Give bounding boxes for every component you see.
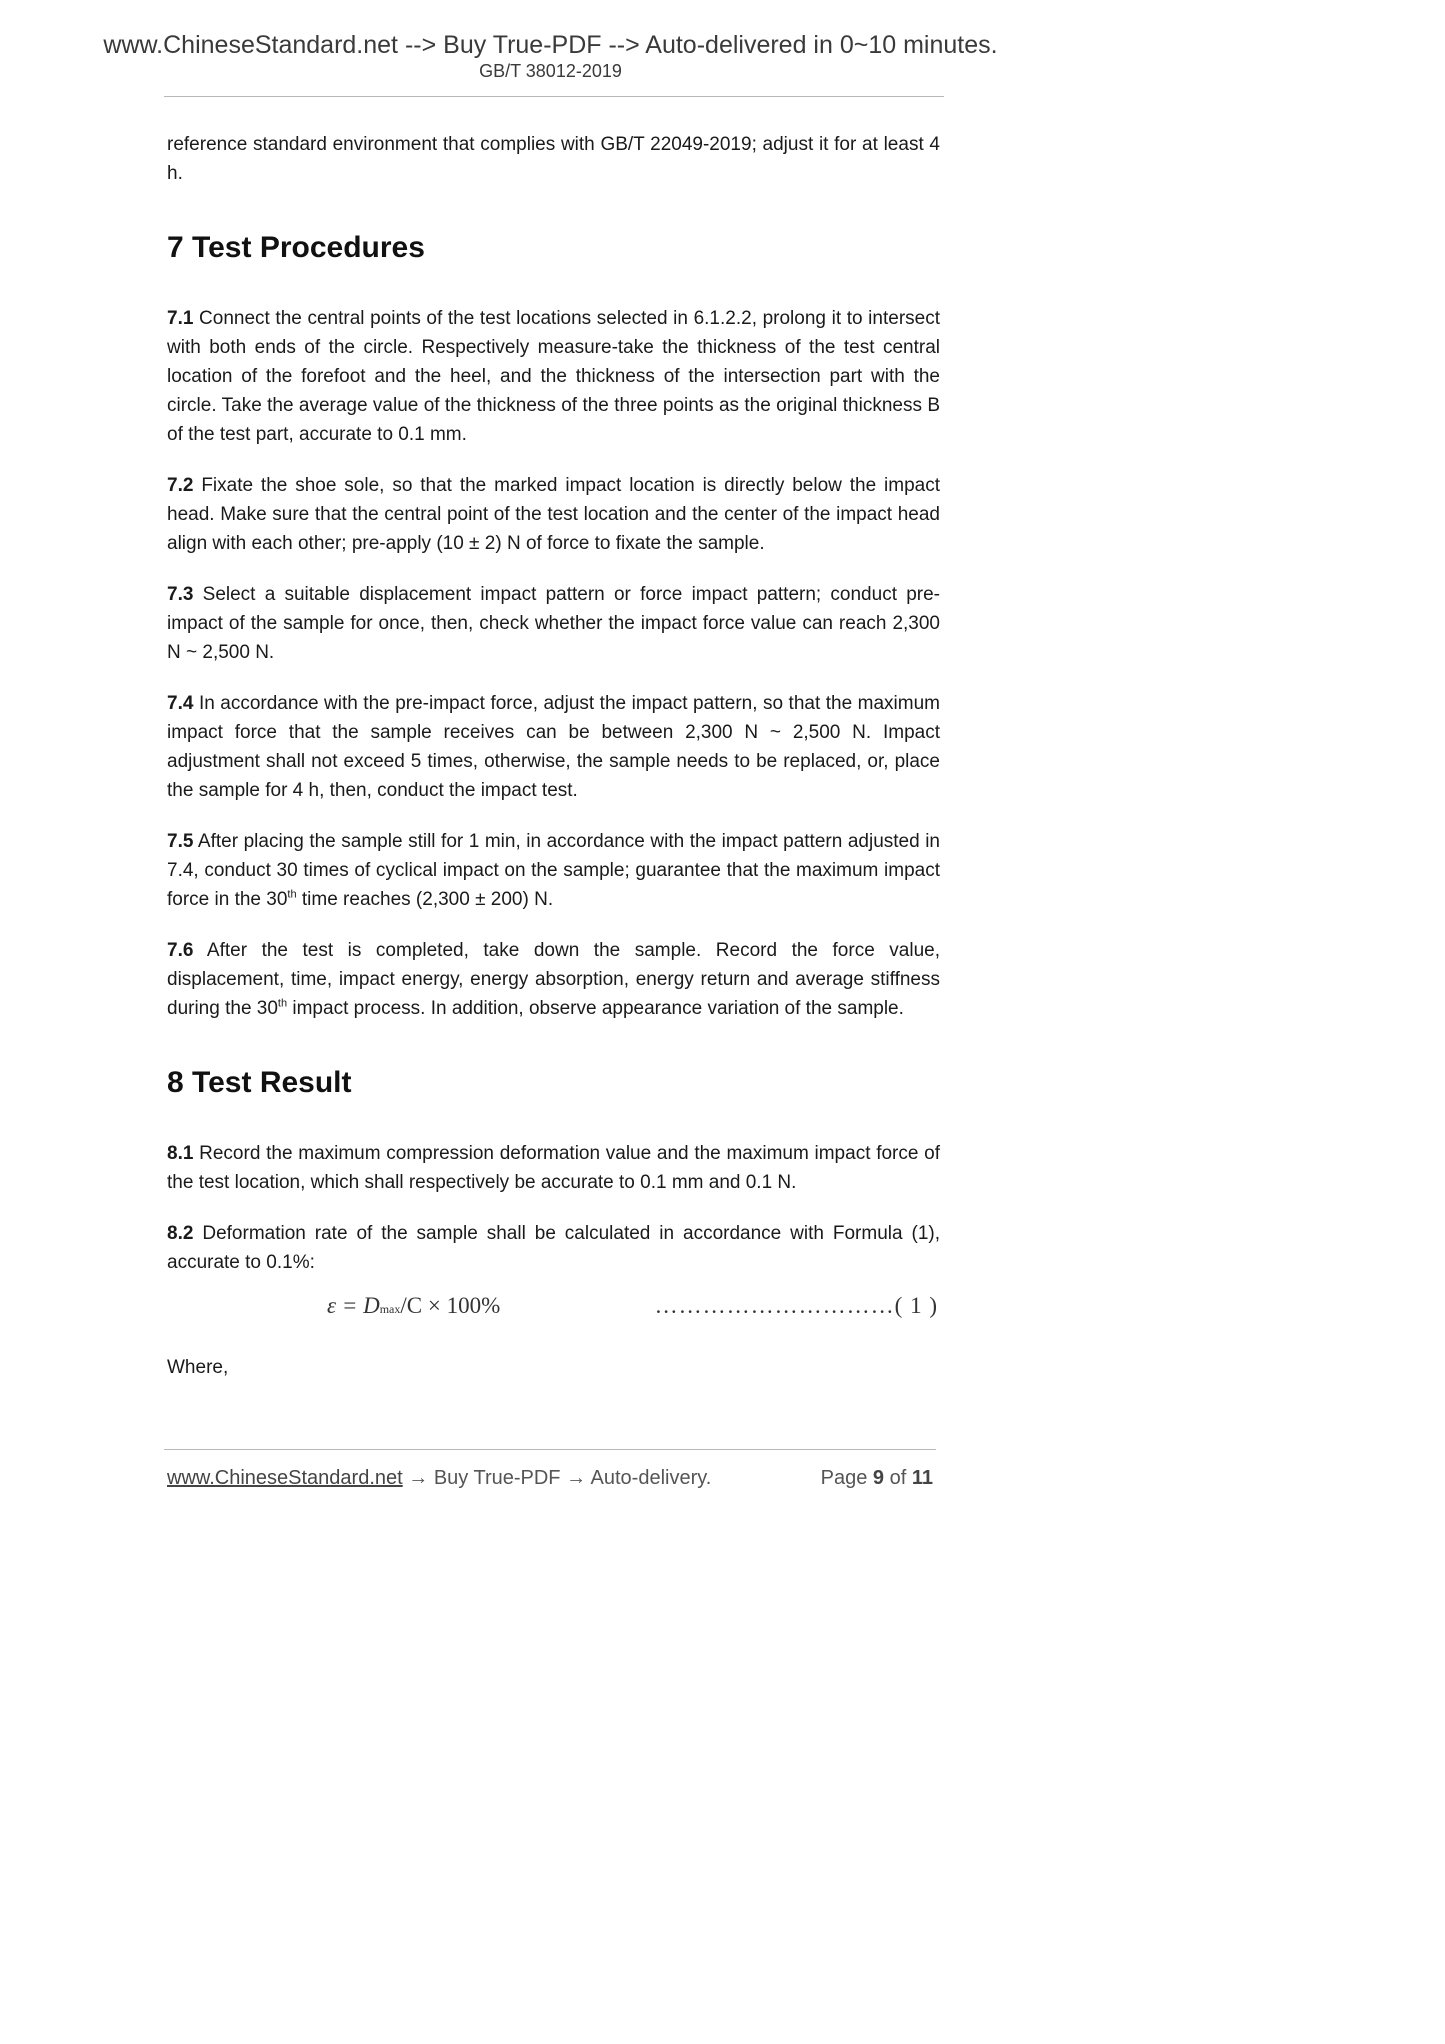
clause-7-3	[167, 580, 940, 667]
site-link[interactable]: www.ChineseStandard.net	[167, 1467, 403, 1489]
section-7-heading: 7 Test Procedures	[167, 231, 425, 264]
clause-7-1	[167, 304, 940, 449]
ordinal-suffix: th	[287, 888, 297, 901]
clause-text: Fixate the shoe sole, so that the marked impact location is directly below the impact head. Make sure that the central point of the test location and the center of the impact head align with each other; pre-apply (10 ± 2) N of force to fixate the sample.	[167, 475, 940, 554]
header-divider	[164, 96, 944, 97]
page-footer	[167, 1465, 933, 1491]
page-total: 11	[911, 1467, 933, 1489]
page-content	[167, 130, 940, 1404]
standard-code: GB/T 38012-2019	[479, 61, 622, 81]
clause-text: Deformation rate of the sample shall be calculated in accordance with Formula (1), accurate to 0.1%:	[167, 1223, 940, 1273]
page-label: Page	[820, 1467, 868, 1489]
page-indicator	[821, 1465, 933, 1491]
clause-text-end: time reaches (2,300 ± 200) N.	[296, 889, 554, 910]
clause-number: 7.2	[167, 475, 194, 496]
clause-text-end: impact process. In addition, observe appearance variation of the sample.	[287, 998, 904, 1019]
page-current: 9	[872, 1467, 885, 1489]
section-8-heading: 8 Test Result	[167, 1066, 352, 1099]
clause-text: After placing the sample still for 1 min, in accordance with the impact pattern adjusted in 7.4, conduct 30 times of cyclical impact on the sample; guarantee that the maximum impact force in the 30	[167, 831, 940, 910]
intro-paragraph: reference standard environment that complies with GB/T 22049-2019; adjust it for at least 4 h.	[167, 134, 940, 184]
formula-lhs: ε = D	[327, 1293, 380, 1318]
clause-text: Connect the central points of the test locations selected in 6.1.2.2, prolong it to intersect with both ends of the circle. Respectively measure-take the thickness of the test central location of the forefoot and the heel, and the thickness of the intersection part with the circle. Take the average value of the thickness of the three points as the original thickness B of the test part, accurate to 0.1 mm.	[167, 308, 940, 445]
clause-number: 7.5	[167, 831, 194, 852]
site-banner: www.ChineseStandard.net --> Buy True-PDF --> Auto-delivered in 0~10 minutes.	[103, 31, 998, 59]
clause-text: Select a suitable displacement impact pattern or force impact pattern; conduct pre-impact of the sample for once, then, check whether the impact force value can reach 2,300 N ~ 2,500 N.	[167, 584, 940, 663]
clause-text: In accordance with the pre-impact force, adjust the impact pattern, so that the maximum impact force that the sample receives can be between 2,300 N ~ 2,500 N. Impact adjustment shall not exceed 5 times, otherwise, the sample needs to be replaced, or, place the sample for 4 h, then, conduct the impact test.	[167, 693, 941, 801]
ordinal-suffix: th	[277, 997, 288, 1010]
clause-number: 8.1	[167, 1143, 194, 1164]
clause-text: After the test is completed, take down the sample. Record the force value, displacement, time, impact energy, energy absorption, energy return and average stiffness during the 30	[167, 940, 940, 1019]
clause-text: Record the maximum compression deformation value and the maximum impact force of the test location, which shall respectively be accurate to 0.1 mm and 0.1 N.	[167, 1143, 940, 1193]
formula-rhs: /C × 100%	[400, 1293, 501, 1318]
page-of: of	[889, 1467, 907, 1489]
clause-number: 7.4	[167, 693, 194, 714]
clause-number: 7.3	[167, 584, 194, 605]
formula-number: …………………………( 1 )	[654, 1293, 938, 1318]
clause-8-1	[167, 1139, 940, 1197]
clause-number: 7.1	[167, 308, 194, 329]
clause-7-2	[167, 471, 940, 558]
clause-number: 8.2	[167, 1223, 194, 1244]
clause-8-2	[167, 1219, 940, 1277]
clause-number: 7.6	[167, 940, 194, 961]
formula-1	[167, 1283, 940, 1339]
clause-7-4	[167, 689, 940, 805]
where-label: Where,	[167, 1357, 229, 1378]
formula-expression	[327, 1291, 500, 1324]
delivery-text: → Buy True-PDF → Auto-delivery.	[402, 1467, 712, 1489]
footer-divider	[164, 1449, 936, 1450]
clause-7-6	[167, 936, 940, 1023]
clause-7-5	[167, 827, 940, 914]
formula-subscript: max	[379, 1302, 401, 1316]
